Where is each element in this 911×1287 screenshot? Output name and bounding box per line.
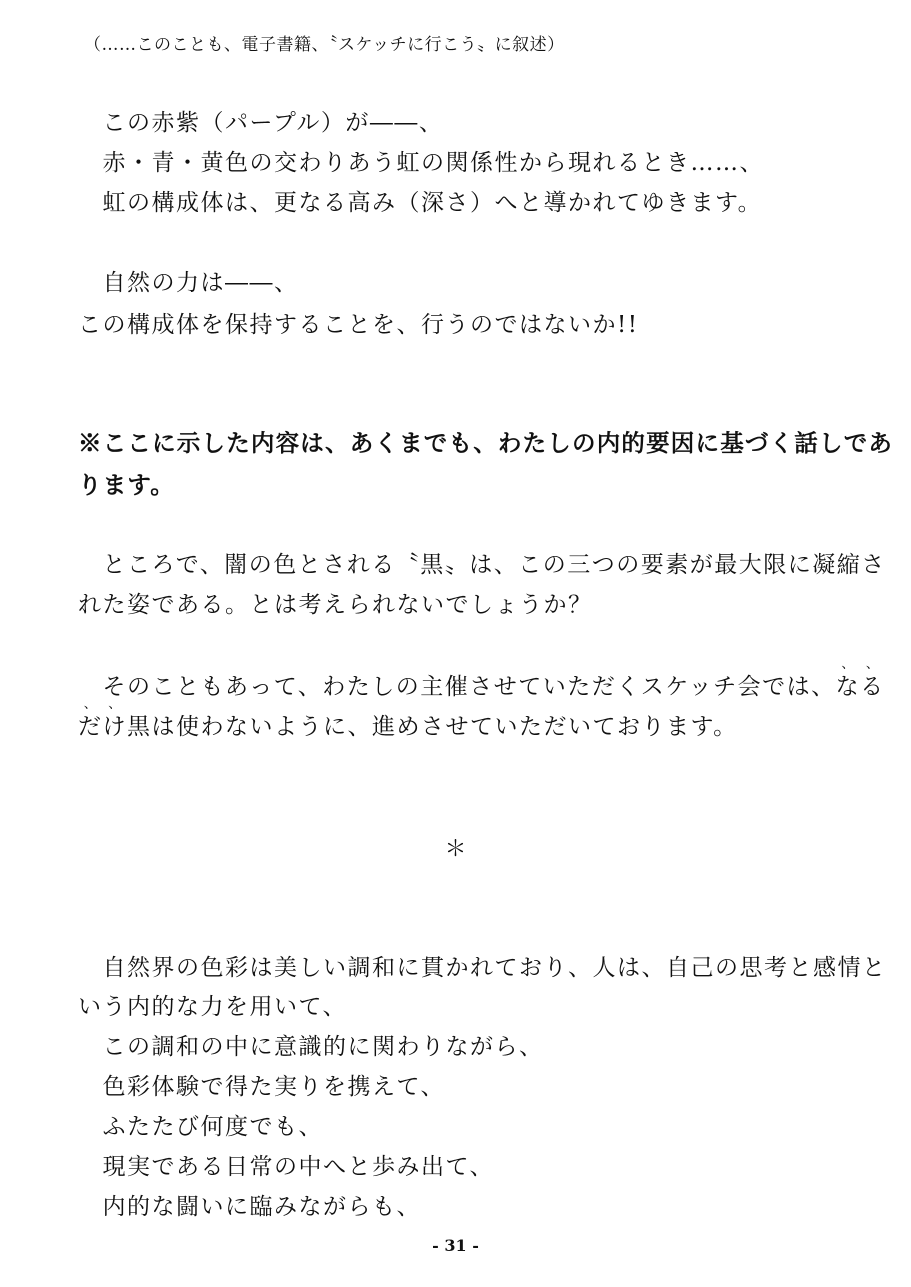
paragraph-line: ふたたび何度でも、 bbox=[78, 1114, 323, 1140]
paragraph-text: そのこともあって、わたしの主催させていただくスケッチ会では、 bbox=[78, 674, 836, 700]
remark-line: ※ここに示した内容は、あくまでも、わたしの内的要因に基づく話しであ bbox=[78, 429, 894, 457]
reference-note: （……このことも、電子書籍、〝スケッチに行こう〟に叙述） bbox=[84, 35, 565, 55]
emphasized-char bbox=[860, 657, 885, 702]
paragraph-line: れた姿である。とは考えられないでしょうか？ bbox=[78, 592, 593, 618]
emphasized-char-text: だ bbox=[78, 714, 103, 740]
paragraph-line: 自然界の色彩は美しい調和に貫かれており、人は、自己の思考と感情と bbox=[78, 955, 887, 981]
emphasis-dot: 、 bbox=[108, 697, 122, 712]
emphasis-dot: 、 bbox=[865, 657, 879, 672]
paragraph-line: いう内的な力を用いて、 bbox=[78, 994, 348, 1020]
paragraph-line: 自然の力は――、 bbox=[78, 270, 299, 296]
paragraph-line: ところで、闇の色とされる〝黒〟は、この三つの要素が最大限に凝縮さ bbox=[78, 552, 886, 578]
paragraph-line bbox=[78, 697, 738, 742]
paragraph-line: この赤紫（パープル）が――、 bbox=[78, 110, 444, 136]
page-number: - 31 - bbox=[432, 1236, 479, 1255]
emphasized-char bbox=[78, 697, 103, 742]
emphasis-dot: 、 bbox=[841, 657, 855, 672]
paragraph-line: 現実である日常の中へと歩み出て、 bbox=[78, 1154, 495, 1180]
paragraph-text: 黒は使わないように、進めさせていただいております。 bbox=[127, 714, 738, 740]
emphasis-dot: 、 bbox=[83, 697, 97, 712]
remark-line: ります。 bbox=[78, 471, 175, 499]
emphasized-char bbox=[835, 657, 861, 702]
section-separator: ＊ bbox=[444, 837, 467, 862]
emphasized-char-text: る bbox=[860, 674, 885, 700]
paragraph-line: この調和の中に意識的に関わりながら、 bbox=[78, 1034, 544, 1060]
paragraph-line bbox=[78, 657, 885, 702]
emphasized-char-text: け bbox=[102, 714, 127, 740]
paragraph-line: この構成体を保持することを、行うのではないか!! bbox=[78, 312, 639, 338]
paragraph-line: 虹の構成体は、更なる高み（深さ）へと導かれてゆきます。 bbox=[78, 190, 763, 216]
emphasized-char-text: な bbox=[835, 674, 861, 700]
paragraph-line: 赤・青・黄色の交わりあう虹の関係性から現れるとき……、 bbox=[78, 150, 764, 176]
emphasized-char bbox=[102, 697, 128, 742]
paragraph-line: 色彩体験で得た実りを携えて、 bbox=[78, 1074, 446, 1100]
paragraph-line: 内的な闘いに臨みながらも、 bbox=[78, 1194, 421, 1220]
